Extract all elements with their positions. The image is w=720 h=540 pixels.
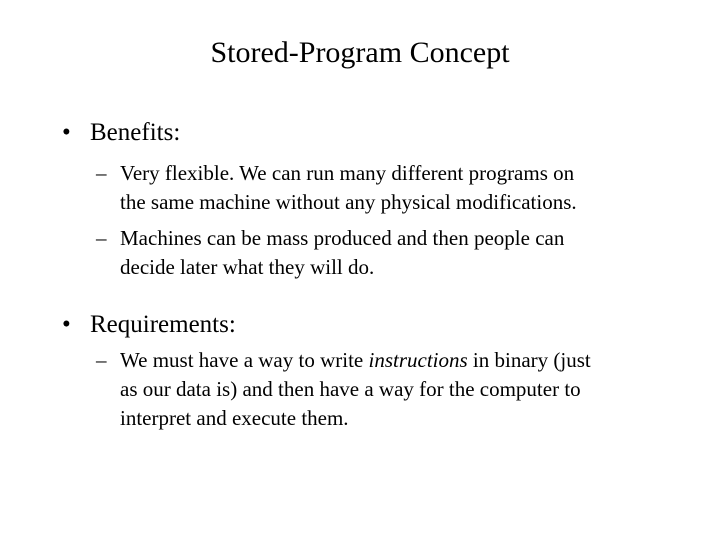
dash-icon: – [96, 348, 107, 372]
bullet-icon: • [62, 119, 71, 146]
requirement-item-line-3: interpret and execute them. [120, 406, 349, 430]
dash-icon: – [96, 161, 107, 185]
bullet-requirements-label: Requirements: [90, 311, 236, 338]
benefit-item-flexible [96, 159, 696, 217]
slide-title: Stored-Program Concept [210, 36, 510, 69]
requirement-text-before: We must have a way to write [120, 348, 369, 372]
benefit-item-flexible-line-2: the same machine without any physical modifications. [120, 190, 577, 214]
benefit-item-mass-produced-line-1: Machines can be mass produced and then people can [120, 226, 565, 250]
benefit-item-flexible-line-1: Very flexible. We can run many different programs on [120, 161, 575, 185]
benefit-item-mass-produced-line-2: decide later what they will do. [120, 255, 375, 279]
requirement-item-line-2: as our data is) and then have a way for the computer to [120, 377, 581, 401]
dash-icon: – [96, 226, 107, 250]
requirement-item-line-1 [96, 346, 696, 375]
bullet-icon: • [62, 311, 71, 338]
requirement-text-after: in binary (just [467, 348, 591, 372]
requirement-item-binary-instructions [96, 346, 696, 433]
bullet-requirements [62, 310, 236, 340]
bullet-benefits [62, 118, 180, 148]
instructions-emphasis: instructions [368, 348, 468, 372]
benefit-item-mass-produced [96, 224, 696, 282]
bullet-benefits-label: Benefits: [90, 119, 181, 146]
